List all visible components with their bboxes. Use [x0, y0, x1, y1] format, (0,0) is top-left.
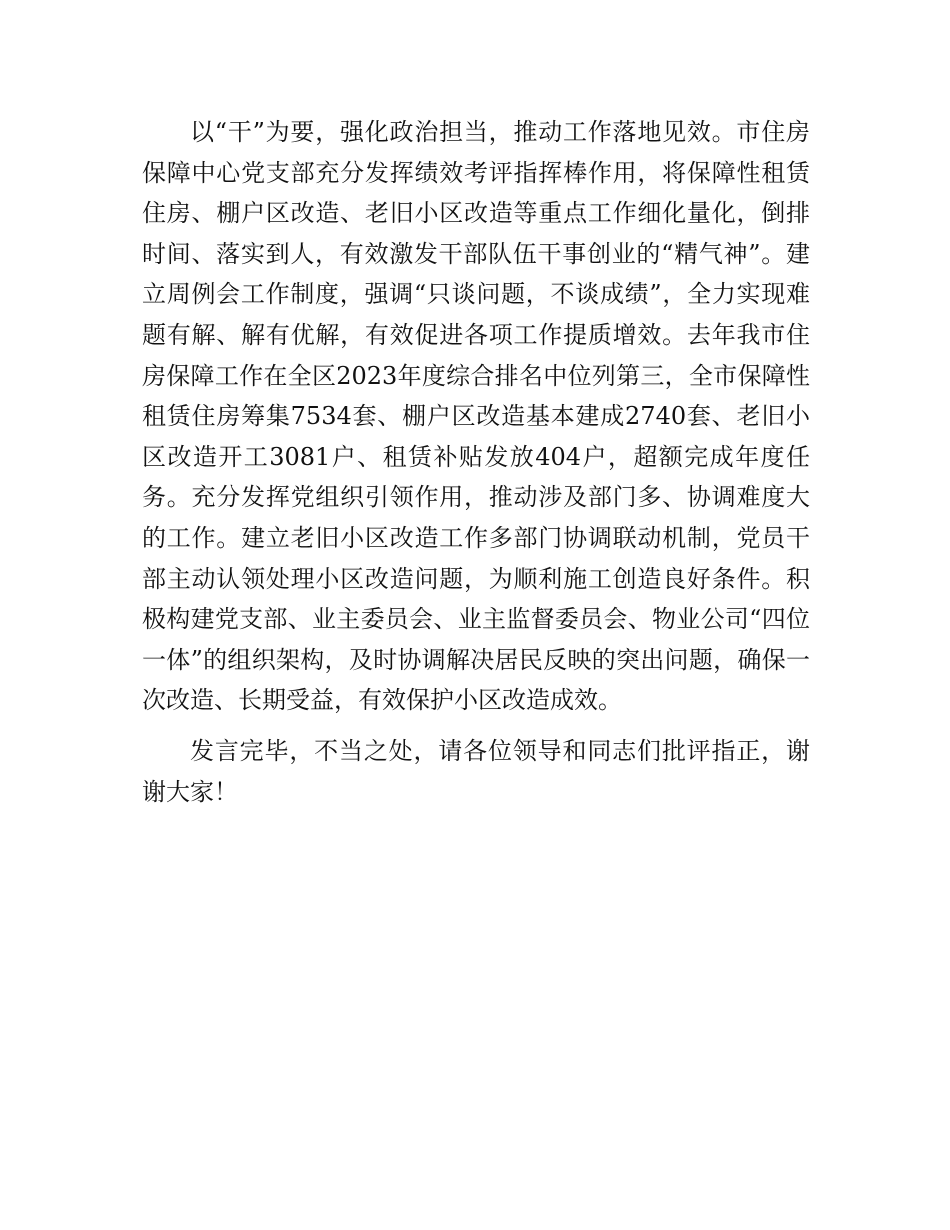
paragraph-closing: 发言完毕，不当之处，请各位领导和同志们批评指正，谢谢大家！ [142, 736, 810, 806]
paragraph-achievements: 以“干”为要，强化政治担当，推动工作落地见效。市住房保障中心党支部充分发挥绩效考评指挥棒作用，将保障性租赁住房、棚户区改造、老旧小区改造等重点工作细化量化，倒排时间、落实到人，有效激发干部队伍干事创业的“精气神”。建立周例会工作制度，强调“只谈问题，不谈成绩”，全力实现难题有解、解有优解，有效促进各项工作提质增效。去年我市住房保障工作在全区2023年度综合排名中位列第三，全市保障性租赁住房筹集7534套、棚户区改造基本建成2740套、老旧小区改造开工3081户、租赁补贴发放404户，超额完成年度任务。充分发挥党组织引领作用，推动涉及部门多、协调难度大的工作。建立老旧小区改造工作多部门协调联动机制，党员干部主动认领处理小区改造问题，为顺利施工创造良好条件。积极构建党支部、业主委员会、业主监督委员会、物业公司“四位一体”的组织架构，及时协调解决居民反映的突出问题，确保一次改造、长期受益，有效保护小区改造成效。 [142, 118, 810, 715]
document-body [142, 112, 810, 812]
